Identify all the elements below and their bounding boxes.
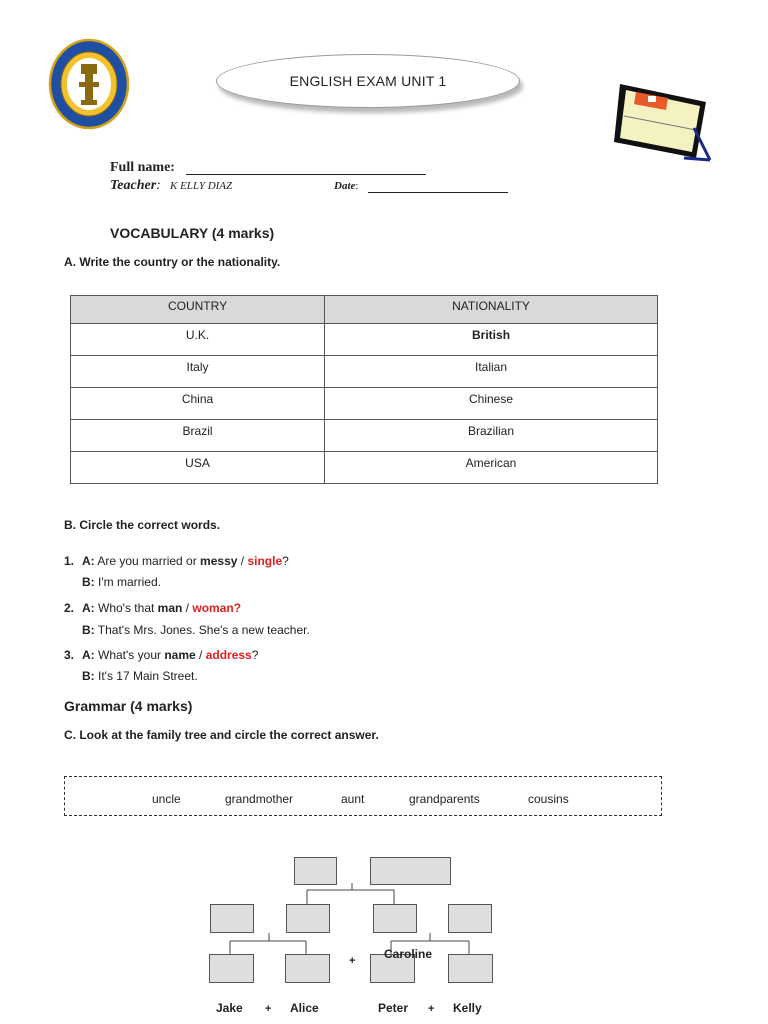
family-tree-box-parent[interactable] (286, 904, 330, 933)
family-tree-box-child[interactable] (209, 954, 254, 983)
answer-2: B: That's Mrs. Jones. She's a new teacher. (82, 623, 310, 637)
name-alice: Alice (290, 1001, 319, 1015)
name-kelly: Kelly (453, 1001, 482, 1015)
date-label: Date: (334, 180, 359, 192)
family-tree-box-child[interactable] (448, 954, 493, 983)
answer-1: B: I'm married. (82, 575, 161, 589)
plus-sign: + (428, 1003, 435, 1015)
vocabulary-heading: VOCABULARY (4 marks) (110, 225, 275, 241)
nationality-cell: Brazilian (325, 420, 658, 452)
word-bank-item: grandmother (225, 792, 294, 806)
option-word-selected[interactable]: woman? (192, 601, 242, 615)
full-name-label: Full name: (110, 160, 175, 175)
family-tree-box-parent[interactable] (373, 904, 417, 933)
family-tree-box-grandparent[interactable] (370, 857, 451, 885)
country-cell: China (71, 388, 325, 420)
word-bank-item: uncle (152, 792, 181, 806)
country-cell: Brazil (71, 420, 325, 452)
task-a-instruction: A. Write the country or the nationality. (64, 255, 281, 269)
nationality-cell: American (325, 452, 658, 484)
question-1: 1. A: Are you married or messy / single? (64, 554, 289, 568)
teacher-name: K ELLY DIAZ (170, 180, 233, 192)
answer-3: B: It's 17 Main Street. (82, 669, 198, 683)
country-cell: Italy (71, 356, 325, 388)
teacher-label: Teacher: (110, 178, 161, 193)
task-c-instruction: C. Look at the family tree and circle the correct answer. (64, 728, 379, 742)
country-cell: USA (71, 452, 325, 484)
column-header: COUNTRY (71, 296, 325, 324)
option-word[interactable]: messy (200, 554, 238, 568)
name-jake: Jake (216, 1001, 243, 1015)
plus-sign: + (349, 955, 356, 967)
grammar-heading: Grammar (4 marks) (64, 698, 193, 714)
question-2: 2. A: Who's that man / woman? (64, 601, 242, 615)
plus-sign: + (265, 1003, 272, 1015)
exam-title: ENGLISH EXAM UNIT 1 (289, 73, 447, 89)
family-tree-box-parent[interactable] (210, 904, 254, 933)
name-peter: Peter (378, 1001, 409, 1015)
option-word[interactable]: name (164, 648, 196, 662)
caroline-label: Caroline (384, 947, 433, 961)
country-cell: U.K. (71, 324, 325, 356)
family-tree-box-grandparent[interactable] (294, 857, 337, 885)
column-header: NATIONALITY (325, 296, 658, 324)
nationality-cell: Chinese (325, 388, 658, 420)
family-tree-box-parent[interactable] (448, 904, 492, 933)
family-tree-box-child[interactable] (285, 954, 330, 983)
nationality-cell: British (325, 324, 658, 356)
task-b-instruction: B. Circle the correct words. (64, 518, 221, 532)
option-word[interactable]: man (157, 601, 183, 615)
question-3: 3. A: What's your name / address? (64, 648, 259, 662)
word-bank-item: aunt (341, 792, 365, 806)
nationality-cell: Italian (325, 356, 658, 388)
option-word-selected[interactable]: address (205, 648, 252, 662)
word-bank-item: grandparents (409, 792, 480, 806)
word-bank-item: cousins (528, 792, 569, 806)
option-word-selected[interactable]: single (247, 554, 283, 568)
